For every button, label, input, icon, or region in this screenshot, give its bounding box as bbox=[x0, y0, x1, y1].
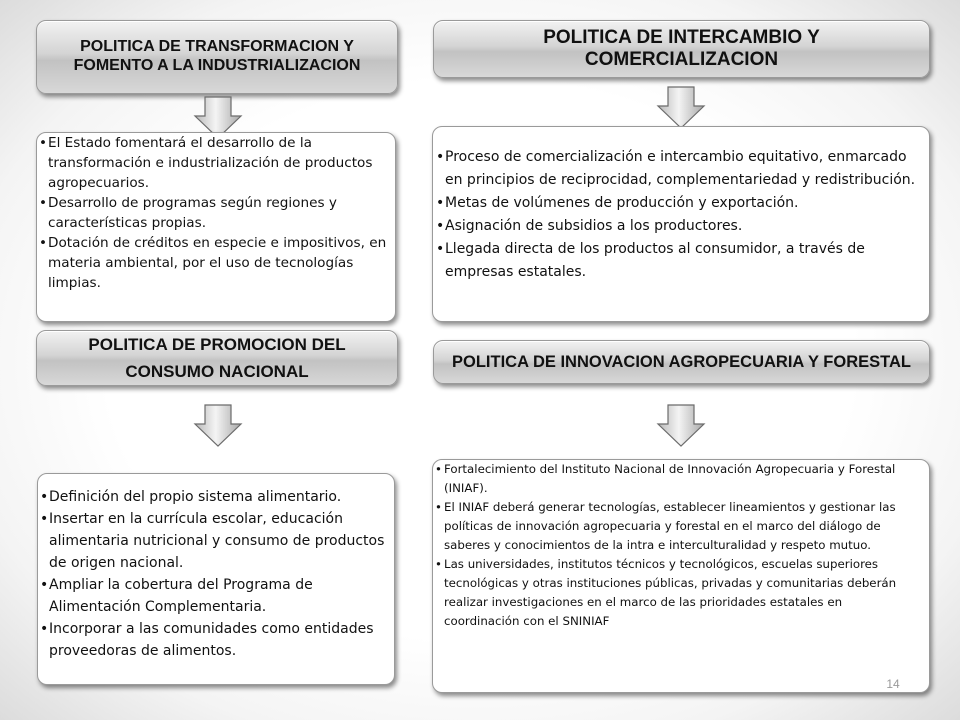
list-item: • El INIAF deberá generar tecnologías, establecer lineamientos y gestionar las políticas de innovación agropecuaria y forestal en el marco del diálogo de saberes y conocimientos de la intra e interculturalidad y respeto mutuo. bbox=[437, 498, 921, 555]
header-promocion bbox=[36, 330, 398, 386]
list-item: • Las universidades, institutos técnicos y tecnológicos, escuelas superiores tecnológicas y otras instituciones públicas, privadas y comunitarias deberán realizar investigaciones en el marco de las prioridades estatales en coordinación con el SNINIAF bbox=[437, 555, 921, 631]
page-number: 14 bbox=[886, 677, 900, 691]
list-item: • El Estado fomentará el desarrollo de la transformación e industrialización de productos agropecuarios. bbox=[41, 133, 389, 193]
list-item: • Metas de volúmenes de producción y exportación. bbox=[438, 192, 921, 215]
list-item: • Ampliar la cobertura del Programa de Alimentación Complementaria. bbox=[42, 574, 386, 618]
list-item: • Insertar en la currícula escolar, educación alimentaria nutricional y consumo de productos de origen nacional. bbox=[42, 508, 386, 574]
header-transformacion bbox=[36, 20, 398, 94]
list-item: • Incorporar a las comunidades como entidades proveedoras de alimentos. bbox=[42, 618, 386, 662]
header-promocion-text: POLITICA DE PROMOCION DEL CONSUMO NACIONAL bbox=[88, 335, 346, 381]
transformacion-list bbox=[41, 133, 389, 293]
content-box-intercambio bbox=[432, 126, 930, 322]
down-arrow-icon bbox=[193, 404, 243, 448]
header-intercambio bbox=[433, 20, 930, 78]
down-arrow-icon bbox=[656, 404, 706, 448]
down-arrow-icon bbox=[656, 86, 706, 130]
innovacion-list bbox=[437, 460, 921, 631]
list-item: • Fortalecimiento del Instituto Nacional de Innovación Agropecuaria y Forestal (INIAF). bbox=[437, 460, 921, 498]
content-box-transformacion bbox=[36, 132, 396, 322]
list-item: • Desarrollo de programas según regiones y características propias. bbox=[41, 193, 389, 233]
list-item: • Proceso de comercialización e intercambio equitativo, enmarcado en principios de reciprocidad, complementariedad y redistribución. bbox=[438, 146, 921, 192]
promocion-list bbox=[42, 486, 386, 662]
list-item: • Llegada directa de los productos al consumidor, a través de empresas estatales. bbox=[438, 238, 921, 284]
header-innovacion-text: POLITICA DE INNOVACION AGROPECUARIA Y FORESTAL bbox=[452, 352, 911, 371]
header-transformacion-text: POLITICA DE TRANSFORMACION Y FOMENTO A LA INDUSTRIALIZACION bbox=[73, 38, 361, 74]
content-box-promocion bbox=[37, 473, 395, 685]
intercambio-list bbox=[438, 146, 921, 284]
list-item: • Asignación de subsidios a los productores. bbox=[438, 215, 921, 238]
header-innovacion bbox=[433, 340, 930, 384]
content-box-innovacion bbox=[432, 459, 930, 693]
list-item: • Definición del propio sistema alimentario. bbox=[42, 486, 386, 508]
header-intercambio-text: POLITICA DE INTERCAMBIO Y COMERCIALIZACION bbox=[543, 26, 820, 70]
list-item: • Dotación de créditos en especie e impositivos, en materia ambiental, por el uso de tecnologías limpias. bbox=[41, 233, 389, 293]
